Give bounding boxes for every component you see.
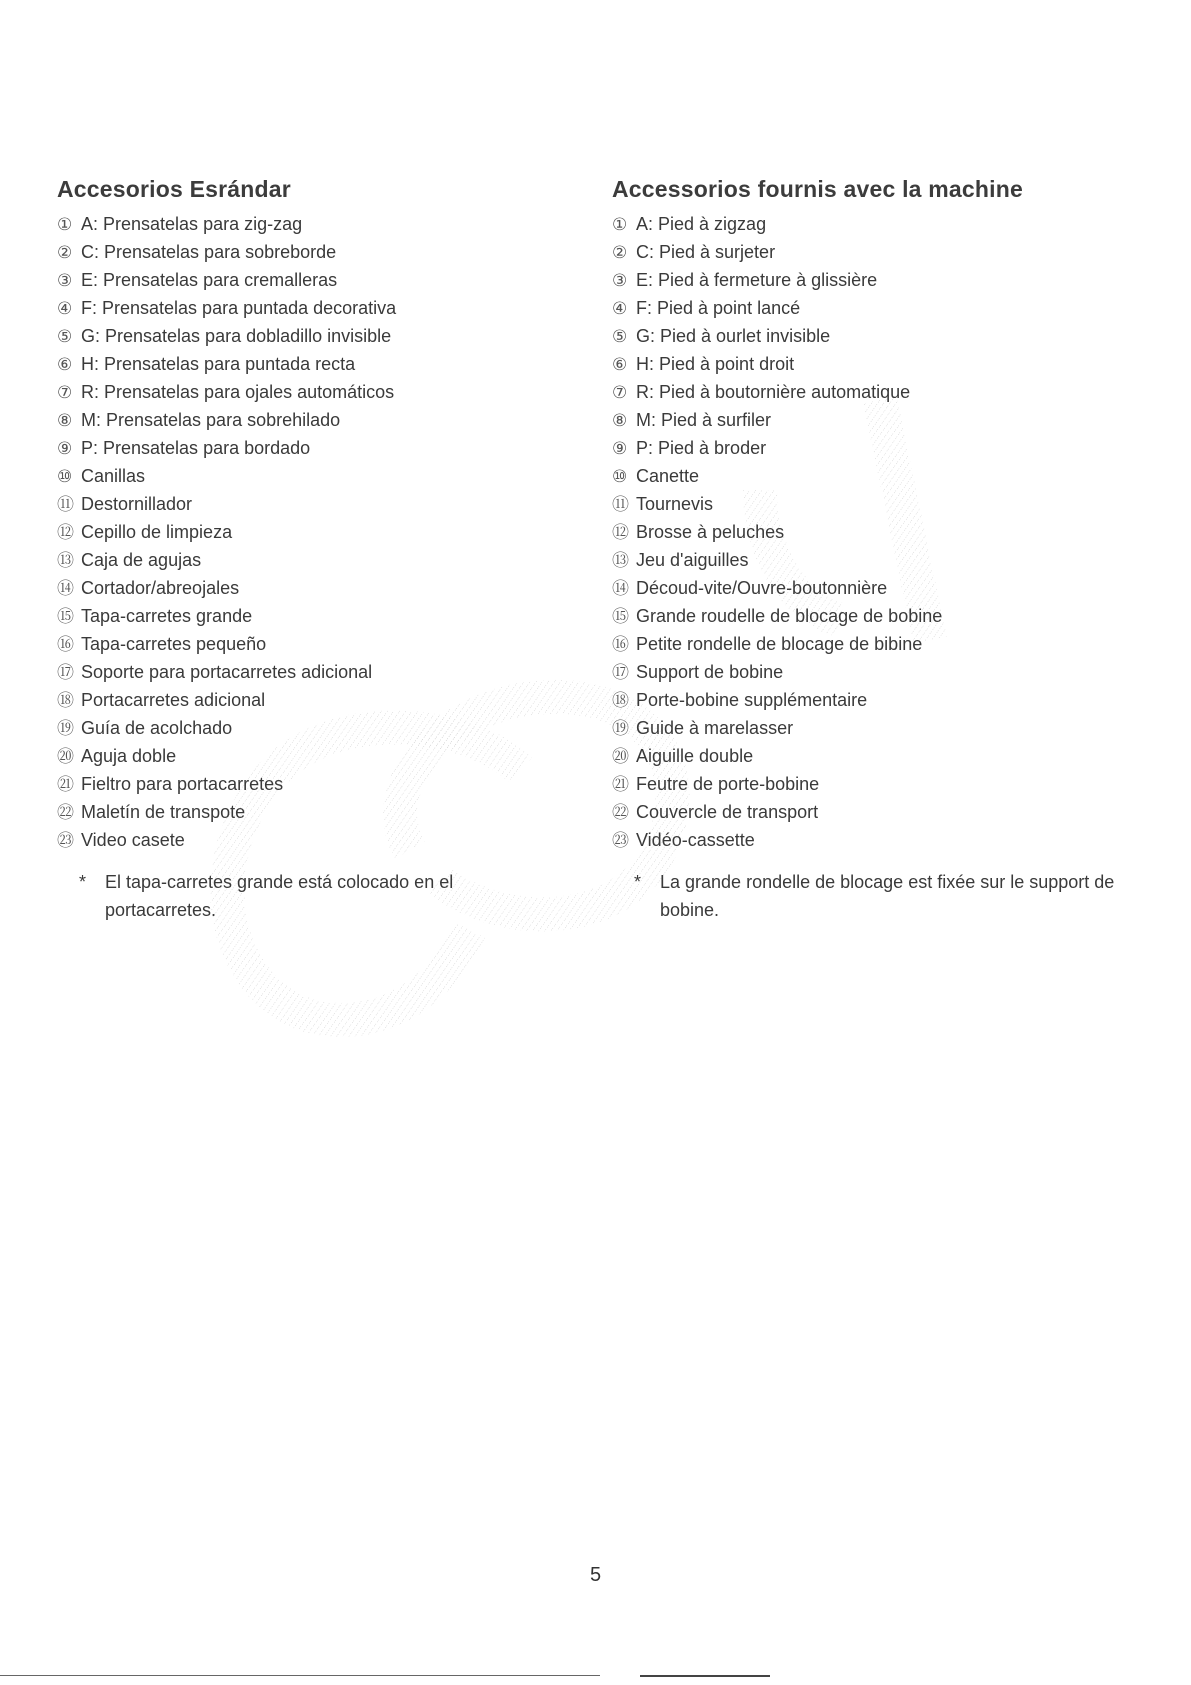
- bottom-rule-short: [640, 1675, 770, 1677]
- item-number: ⑰: [57, 663, 74, 682]
- item-text: Canillas: [81, 466, 146, 486]
- spanish-column: [57, 174, 577, 924]
- item-text: Portacarretes adicional: [81, 690, 266, 710]
- item-number: ⑭: [57, 579, 74, 598]
- list-item: [57, 322, 577, 350]
- item-number: ⑲: [612, 719, 629, 738]
- item-number: ⑤: [612, 327, 628, 346]
- list-item: [612, 238, 1152, 266]
- spanish-heading: Accesorios Esrándar: [57, 176, 291, 202]
- list-item: [57, 210, 577, 238]
- item-text: Caja de agujas: [81, 550, 202, 570]
- list-item: [612, 294, 1152, 322]
- item-text: E: Pied à fermeture à glissière: [636, 270, 878, 290]
- item-number: ④: [57, 299, 73, 318]
- item-text: Petite rondelle de blocage de bibine: [636, 634, 923, 654]
- list-item: [612, 434, 1152, 462]
- item-text: Soporte para portacarretes adicional: [81, 662, 373, 682]
- french-note: [612, 868, 1150, 924]
- list-item: [57, 490, 577, 518]
- page-number: 5: [589, 1564, 602, 1586]
- item-text: Support de bobine: [636, 662, 784, 682]
- item-number: ⑥: [612, 355, 628, 374]
- item-number: ⑳: [612, 747, 629, 766]
- item-number: ②: [612, 243, 628, 262]
- list-item: [612, 546, 1152, 574]
- item-number: ⑪: [612, 495, 629, 514]
- list-item: [57, 238, 577, 266]
- item-text: F: Pied à point lancé: [636, 298, 801, 318]
- item-text: P: Prensatelas para bordado: [81, 438, 311, 458]
- item-number: ③: [612, 271, 628, 290]
- item-text: A: Prensatelas para zig-zag: [81, 214, 303, 234]
- item-number: ⑫: [57, 523, 74, 542]
- item-text: Cortador/abreojales: [81, 578, 240, 598]
- item-text: Tournevis: [636, 494, 714, 514]
- item-text: Couvercle de transport: [636, 802, 819, 822]
- list-item: [612, 686, 1152, 714]
- item-number: ⑯: [612, 635, 629, 654]
- item-text: F: Prensatelas para puntada decorativa: [81, 298, 397, 318]
- item-text: H: Prensatelas para puntada recta: [81, 354, 356, 374]
- list-item: [612, 658, 1152, 686]
- item-text: Feutre de porte-bobine: [636, 774, 820, 794]
- list-item: [57, 658, 577, 686]
- list-item: [612, 406, 1152, 434]
- item-number: ⑦: [612, 383, 628, 402]
- list-item: [57, 434, 577, 462]
- item-text: Fieltro para portacarretes: [81, 774, 284, 794]
- item-text: Aiguille double: [636, 746, 754, 766]
- note-asterisk: *: [79, 872, 87, 892]
- item-text: A: Pied à zigzag: [636, 214, 767, 234]
- item-text: G: Pied à ourlet invisible: [636, 326, 831, 346]
- list-item: [612, 518, 1152, 546]
- item-number: ㉑: [57, 775, 74, 794]
- spanish-note-text: El tapa-carretes grande está colocado en el portacarretes.: [105, 872, 454, 920]
- item-text: C: Pied à surjeter: [636, 242, 776, 262]
- list-item: [612, 350, 1152, 378]
- item-text: M: Pied à surfiler: [636, 410, 772, 430]
- item-text: Vidéo-cassette: [636, 830, 755, 850]
- list-item: [612, 770, 1152, 798]
- list-item: [612, 490, 1152, 518]
- list-item: [57, 462, 577, 490]
- item-number: ③: [57, 271, 73, 290]
- item-number: ⑳: [57, 747, 74, 766]
- list-item: [57, 826, 577, 854]
- item-text: Canette: [636, 466, 700, 486]
- item-number: ⑧: [612, 411, 628, 430]
- item-text: Destornillador: [81, 494, 193, 514]
- list-item: [612, 630, 1152, 658]
- item-text: Découd-vite/Ouvre-boutonnière: [636, 578, 888, 598]
- item-number: ⑩: [612, 467, 628, 486]
- item-number: ⑩: [57, 467, 73, 486]
- item-number: ②: [57, 243, 73, 262]
- item-number: ㉒: [57, 803, 74, 822]
- item-number: ⑫: [612, 523, 629, 542]
- item-text: P: Pied à broder: [636, 438, 767, 458]
- item-number: ㉓: [57, 831, 74, 850]
- list-item: [612, 602, 1152, 630]
- french-accessory-list: [612, 210, 1152, 854]
- item-number: ⑱: [612, 691, 629, 710]
- list-item: [612, 266, 1152, 294]
- item-number: ㉑: [612, 775, 629, 794]
- item-text: E: Prensatelas para cremalleras: [81, 270, 338, 290]
- item-number: ⑬: [57, 551, 74, 570]
- item-text: Guía de acolchado: [81, 718, 233, 738]
- item-number: ㉒: [612, 803, 629, 822]
- item-text: Grande roudelle de blocage de bobine: [636, 606, 943, 626]
- item-text: H: Pied à point droit: [636, 354, 795, 374]
- list-item: [57, 266, 577, 294]
- list-item: [612, 742, 1152, 770]
- item-number: ①: [612, 215, 628, 234]
- item-number: ⑮: [57, 607, 74, 626]
- item-number: ⑨: [57, 439, 73, 458]
- item-text: R: Pied à boutornière automatique: [636, 382, 911, 402]
- item-number: ⑤: [57, 327, 73, 346]
- item-number: ⑲: [57, 719, 74, 738]
- list-item: [57, 406, 577, 434]
- list-item: [57, 770, 577, 798]
- list-item: [57, 294, 577, 322]
- list-item: [612, 714, 1152, 742]
- item-text: R: Prensatelas para ojales automáticos: [81, 382, 395, 402]
- list-item: [57, 546, 577, 574]
- item-number: ㉓: [612, 831, 629, 850]
- item-text: Tapa-carretes grande: [81, 606, 253, 626]
- spanish-note: [57, 868, 525, 924]
- item-number: ④: [612, 299, 628, 318]
- list-item: [612, 378, 1152, 406]
- item-number: ⑰: [612, 663, 629, 682]
- item-number: ⑯: [57, 635, 74, 654]
- list-item: [57, 574, 577, 602]
- item-number: ⑨: [612, 439, 628, 458]
- list-item: [57, 798, 577, 826]
- item-number: ①: [57, 215, 73, 234]
- list-item: [612, 210, 1152, 238]
- list-item: [57, 518, 577, 546]
- item-text: Jeu d'aiguilles: [636, 550, 749, 570]
- item-text: Aguja doble: [81, 746, 177, 766]
- item-number: ⑪: [57, 495, 74, 514]
- list-item: [612, 798, 1152, 826]
- item-number: ⑥: [57, 355, 73, 374]
- list-item: [612, 574, 1152, 602]
- item-text: G: Prensatelas para dobladillo invisible: [81, 326, 392, 346]
- list-item: [57, 714, 577, 742]
- item-number: ⑦: [57, 383, 73, 402]
- item-number: ⑧: [57, 411, 73, 430]
- bottom-rule: [0, 1675, 600, 1676]
- item-text: Cepillo de limpieza: [81, 522, 233, 542]
- list-item: [57, 630, 577, 658]
- item-number: ⑮: [612, 607, 629, 626]
- list-item: [57, 742, 577, 770]
- list-item: [612, 826, 1152, 854]
- item-number: ⑭: [612, 579, 629, 598]
- item-text: Video casete: [81, 830, 185, 850]
- french-heading: Accessorios fournis avec la machine: [612, 176, 1023, 202]
- list-item: [612, 462, 1152, 490]
- list-item: [612, 322, 1152, 350]
- item-number: ⑬: [612, 551, 629, 570]
- list-item: [57, 350, 577, 378]
- item-text: C: Prensatelas para sobreborde: [81, 242, 337, 262]
- item-number: ⑱: [57, 691, 74, 710]
- note-asterisk: *: [634, 872, 642, 892]
- list-item: [57, 602, 577, 630]
- item-text: M: Prensatelas para sobrehilado: [81, 410, 341, 430]
- item-text: Guide à marelasser: [636, 718, 794, 738]
- spanish-accessory-list: [57, 210, 577, 854]
- item-text: Porte-bobine supplémentaire: [636, 690, 868, 710]
- french-note-text: La grande rondelle de blocage est fixée sur le support de bobine.: [660, 872, 1115, 920]
- list-item: [57, 686, 577, 714]
- list-item: [57, 378, 577, 406]
- item-text: Brosse à peluches: [636, 522, 785, 542]
- item-text: Tapa-carretes pequeño: [81, 634, 267, 654]
- item-text: Maletín de transpote: [81, 802, 246, 822]
- french-column: [612, 174, 1152, 924]
